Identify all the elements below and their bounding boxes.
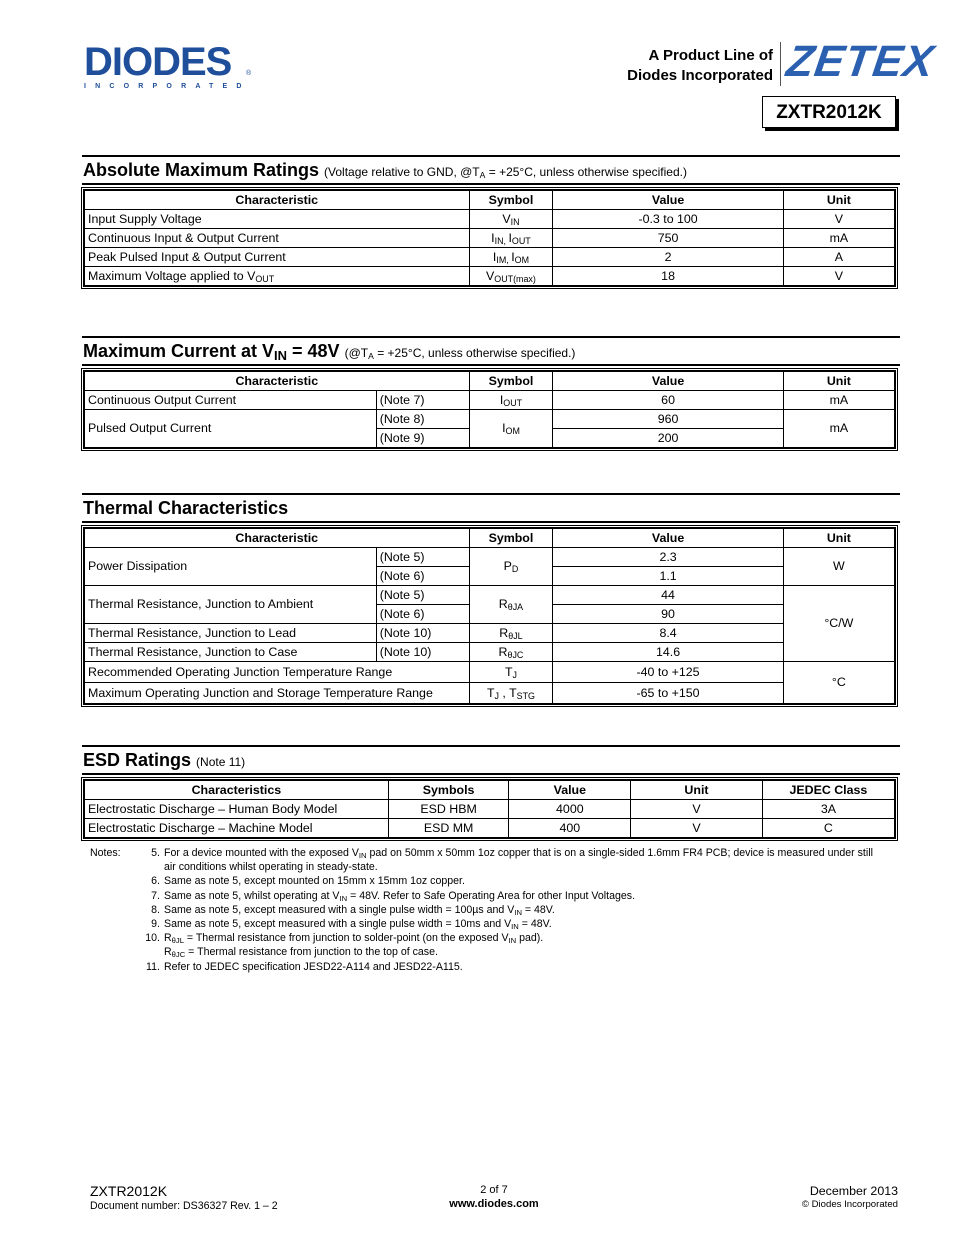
table-header-row: [84, 190, 895, 210]
abs-max-note: (Voltage relative to GND, $@T_A = +25^\circ C$, unless otherwise specified.): [324, 165, 687, 181]
table-row: [84, 662, 895, 683]
diodes-logo: [84, 42, 254, 90]
table-row: [84, 800, 895, 819]
thermal-title: Thermal Characteristics: [83, 498, 289, 518]
note-item: 8. Same as note 5, except measured with a single pulse width = 100µs and $V_{IN} = 48V$.: [151, 903, 555, 917]
cell-unit: °C: [783, 662, 895, 705]
cell-symbol: $I_{IN,}$ $I_{OUT}$: [469, 229, 553, 248]
cell-characteristic: Pulsed Output Current: [84, 410, 376, 449]
footer-right: [802, 1183, 898, 1211]
max-current-title: Maximum Current at $V_{IN} = 48V$: [83, 341, 340, 364]
table-row: [84, 624, 895, 643]
col-header: Symbols: [388, 780, 509, 800]
header-separator: [780, 42, 781, 86]
esd-heading: [83, 749, 245, 773]
section-rule-top: [82, 745, 900, 747]
footer-website-link[interactable]: www.diodes.com: [449, 1198, 539, 1210]
table-row: [84, 248, 895, 267]
footer-copyright: © Diodes Incorporated: [801, 1199, 898, 1210]
table-header-row: [84, 780, 895, 800]
registered-mark: ®: [246, 70, 252, 77]
cell-value: 400: [509, 819, 631, 839]
footer-part-number: ZXTR2012K: [90, 1183, 168, 1199]
notes-list: [90, 846, 900, 974]
cell-note: (Note 8): [376, 410, 469, 429]
table-row: [84, 229, 895, 248]
table-row: [84, 548, 895, 567]
cell-unit: V: [783, 210, 895, 229]
footer-date: December 2013: [809, 1184, 898, 1198]
cell-jedec-class: 3A: [762, 800, 895, 819]
cell-value: 60: [553, 391, 783, 410]
thermal-table: [83, 527, 896, 705]
cell-value: -65 to +150: [553, 683, 783, 705]
cell-value: 1.1: [553, 567, 783, 586]
cell-symbol: $T_J$: [469, 662, 553, 683]
col-header: Characteristic: [84, 371, 469, 391]
cell-characteristic: Continuous Output Current: [84, 391, 376, 410]
cell-unit: °C/W: [783, 586, 895, 662]
cell-note: (Note 6): [376, 567, 469, 586]
part-number-box: ZXTR2012K: [762, 96, 896, 128]
col-header: Unit: [783, 528, 895, 548]
table-header-row: [84, 528, 895, 548]
section-rule-bottom: [82, 183, 900, 185]
cell-value: 90: [553, 605, 783, 624]
thermal-heading: [83, 497, 288, 519]
abs-max-title: Absolute Maximum Ratings: [83, 160, 320, 180]
abs-max-heading: [83, 159, 687, 183]
cell-symbol: $V_{OUT(max)}$: [469, 267, 553, 287]
note-item: 6. Same as note 5, except mounted on 15mm x 15mm 1oz copper.: [151, 875, 465, 888]
col-header: Symbol: [469, 371, 553, 391]
product-line-2: Diodes Incorporated: [627, 67, 773, 84]
cell-characteristic: Continuous Input & Output Current: [84, 229, 469, 248]
product-line: [627, 46, 773, 86]
cell-characteristic: Thermal Resistance, Junction to Lead: [84, 624, 376, 643]
cell-characteristic: Thermal Resistance, Junction to Ambient: [84, 586, 376, 624]
section-rule-top: [82, 155, 900, 157]
section-rule-bottom: [82, 773, 900, 775]
cell-symbol: ESD HBM: [388, 800, 509, 819]
col-header: Value: [509, 780, 631, 800]
diodes-logo-word: DIODES: [84, 40, 232, 84]
cell-value: -40 to +125: [553, 662, 783, 683]
cell-note: (Note 7): [376, 391, 469, 410]
esd-table: [83, 779, 896, 839]
cell-note: (Note 9): [376, 429, 469, 449]
esd-note: (Note 11): [196, 755, 246, 769]
col-header: Characteristics: [84, 780, 388, 800]
cell-unit: A: [783, 248, 895, 267]
note-item-continuation: air conditions whilst operating in steady-state.: [164, 861, 378, 874]
cell-symbol: $P_D$: [469, 548, 553, 586]
esd-title: ESD Ratings: [83, 750, 192, 770]
cell-value: 8.4: [553, 624, 783, 643]
max-current-heading: [83, 340, 575, 364]
col-header: Value: [553, 528, 783, 548]
note-item: 9. Same as note 5, except measured with a single pulse width = 10ms and $V_{IN} = 48V$.: [151, 918, 552, 931]
col-header: JEDEC Class: [762, 780, 895, 800]
table-row: [84, 586, 895, 605]
note-item-continuation: $R_{\theta JC}$ = Thermal resistance from junction to the top of case.: [164, 946, 438, 960]
cell-value: 14.6: [553, 643, 783, 662]
table-header-row: [84, 371, 895, 391]
abs-max-table: [83, 189, 896, 287]
cell-symbol: $R_{\theta JA}$: [469, 586, 553, 624]
table-row: [84, 391, 895, 410]
cell-jedec-class: C: [762, 819, 895, 839]
cell-unit: V: [631, 819, 763, 839]
cell-value: 960: [553, 410, 783, 429]
cell-characteristic: Thermal Resistance, Junction to Case: [84, 643, 376, 662]
cell-characteristic: Peak Pulsed Input & Output Current: [84, 248, 469, 267]
col-header: Unit: [783, 371, 895, 391]
max-current-note: ($@T_A = +25^\circ C$, unless otherwise specified.): [344, 346, 576, 362]
table-row: [84, 819, 895, 839]
zetex-logo: ZETEX: [783, 37, 938, 86]
table-row: [84, 410, 895, 429]
footer-page-number: 2 of 7: [480, 1184, 508, 1196]
cell-value: -0.3 to 100: [553, 210, 783, 229]
cell-value: 2: [553, 248, 783, 267]
cell-value: 2.3: [553, 548, 783, 567]
cell-characteristic: Recommended Operating Junction Temperature Range: [84, 662, 469, 683]
cell-note: (Note 10): [376, 624, 469, 643]
cell-value: 750: [553, 229, 783, 248]
table-row: [84, 643, 895, 662]
note-item: 11. Refer to JEDEC specification JESD22-A114 and JESD22-A115.: [146, 960, 463, 973]
cell-characteristic: Power Dissipation: [84, 548, 376, 586]
table-row: [84, 210, 895, 229]
table-row: [84, 267, 895, 287]
cell-characteristic: Input Supply Voltage: [84, 210, 469, 229]
cell-symbol: $R_{\theta JL}$: [469, 624, 553, 643]
col-header: Symbol: [469, 528, 553, 548]
note-item: 5. For a device mounted with the exposed $V_{IN}$ pad on 50mm x 50mm 1oz copper that is on a single-sided 1.6mm FR4 PCB; device is measured under still: [151, 847, 873, 860]
col-header: Symbol: [469, 190, 553, 210]
section-rule-top: [82, 493, 900, 495]
cell-symbol: $I_{OM}$: [469, 410, 553, 449]
col-header: Unit: [783, 190, 895, 210]
cell-unit: mA: [783, 410, 895, 449]
notes-label: Notes:: [90, 847, 121, 859]
col-header: Characteristic: [84, 190, 469, 210]
section-rule-bottom: [82, 364, 900, 366]
cell-characteristic: Electrostatic Discharge – Human Body Model: [84, 800, 388, 819]
cell-unit: V: [631, 800, 763, 819]
cell-value: 44: [553, 586, 783, 605]
cell-symbol: $V_{IN}$: [469, 210, 553, 229]
cell-value: 18: [553, 267, 783, 287]
col-header: Unit: [631, 780, 763, 800]
cell-unit: mA: [783, 229, 895, 248]
cell-symbol: $T_J$ , $T_{STG}$: [469, 683, 553, 705]
table-row: [84, 683, 895, 705]
cell-symbol: ESD MM: [388, 819, 509, 839]
note-item: 10. $R_{\theta JL}$ = Thermal resistance from junction to solder-point (on the exposed $V_{IN}$ pad).: [145, 932, 544, 946]
diodes-logo-subtext: INCORPORATED: [84, 83, 251, 90]
col-header: Value: [553, 371, 783, 391]
cell-note: (Note 10): [376, 643, 469, 662]
max-current-table: [83, 370, 896, 449]
cell-value: 200: [553, 429, 783, 449]
cell-symbol: $I_{IM,}$ $I_{OM}$: [469, 248, 553, 267]
cell-unit: V: [783, 267, 895, 287]
cell-characteristic: Maximum Voltage applied to $V_{OUT}$: [84, 267, 469, 287]
section-rule-top: [82, 336, 900, 338]
cell-unit: mA: [783, 391, 895, 410]
cell-note: (Note 5): [376, 586, 469, 605]
product-line-1: A Product Line of: [648, 47, 773, 64]
cell-note: (Note 5): [376, 548, 469, 567]
cell-unit: W: [783, 548, 895, 586]
cell-characteristic: Electrostatic Discharge – Machine Model: [84, 819, 388, 839]
cell-note: (Note 6): [376, 605, 469, 624]
col-header: Characteristic: [84, 528, 469, 548]
footer-document-number: Document number: DS36327 Rev. 1 – 2: [90, 1200, 278, 1212]
section-rule-bottom: [82, 521, 900, 523]
cell-value: 4000: [509, 800, 631, 819]
cell-characteristic: Maximum Operating Junction and Storage Temperature Range: [84, 683, 469, 705]
col-header: Value: [553, 190, 783, 210]
cell-symbol: $R_{\theta JC}$: [469, 643, 553, 662]
note-item: 7. Same as note 5, whilst operating at $V_{IN} = 48V$. Refer to Safe Operating Area for other Input Voltages.: [151, 889, 636, 903]
cell-symbol: $I_{OUT}$: [469, 391, 553, 410]
